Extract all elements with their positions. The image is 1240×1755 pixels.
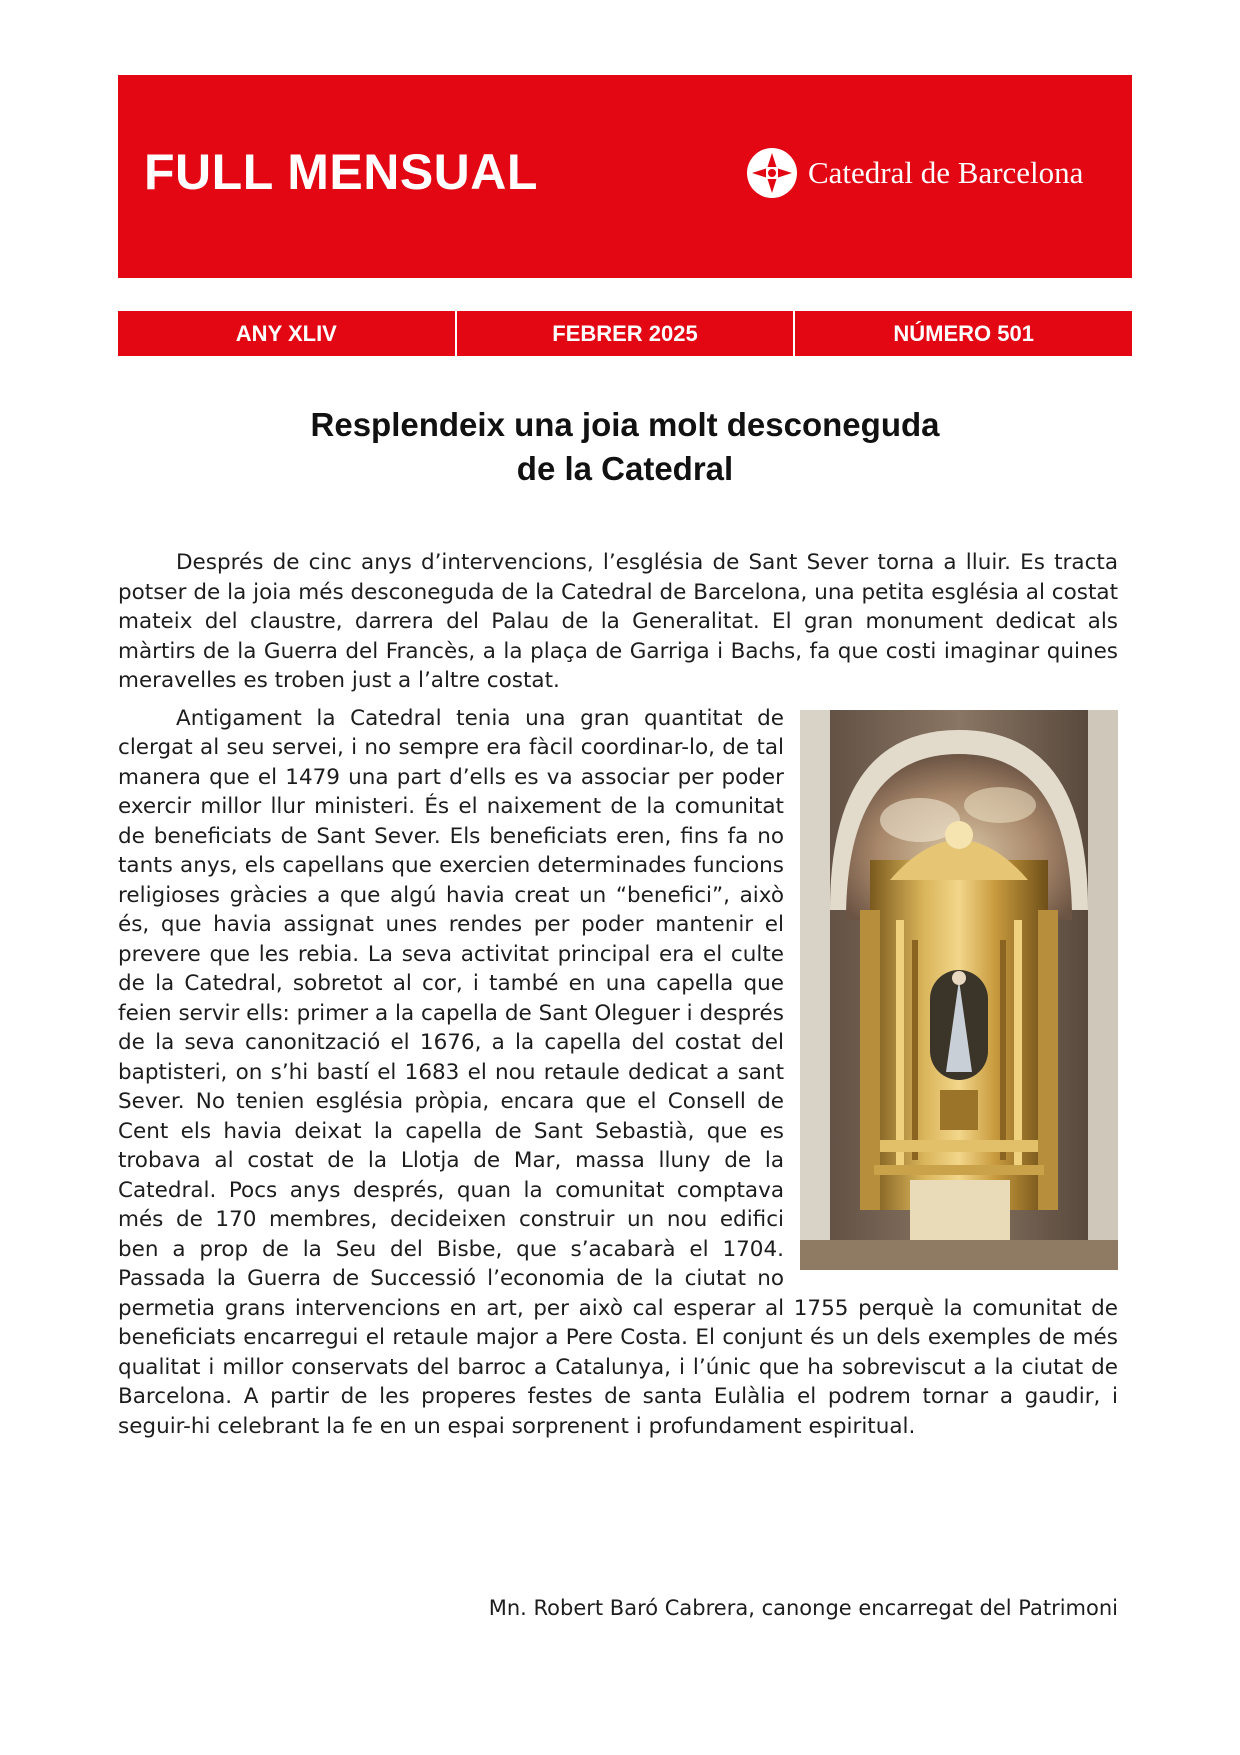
issue-number: NÚMERO 501: [793, 311, 1132, 356]
logo-text: Catedral de Barcelona: [808, 155, 1084, 190]
altarpiece-photo: [800, 710, 1118, 1270]
article-title-line-1: Resplendeix una joia molt desconeguda: [310, 406, 940, 443]
article-paragraph-1: Després de cinc anys d’intervencions, l’església de Sant Sever torna a lluir. Es tracta potser de la joia més desconeguda de la Catedral de Barcelona, una petita església al costat mateix del claustre, darrera del Palau de la Generalitat. El gran monument dedicat als màrtirs de la Guerra del Francès, a la plaça de Garriga i Bachs, fa que costi imaginar quines meravelles es troben just a l’altre costat.: [118, 550, 1118, 693]
issue-year: ANY XLIV: [235, 320, 337, 346]
article-paragraph-2: Antigament la Catedral tenia una gran quantitat de clergat al seu servei, i no sempre era fàcil coordinar-lo, de tal manera que el 1479 una part d’ells es va associar per poder exercir millor llur ministeri. És el naixement de la comunitat de beneficiats de Sant Sever. Els beneficiats eren, fins fa no tants anys, els capellans que exercien determinades funcions religioses gràcies a que algú havia creat un “benefici”, això és, que havia assignat unes rendes per poder mantenir el prevere que les rebia. La seva activitat principal era el culte de la Catedral, sobretot al cor, i també en una capella que feien servir ells: primer a la capella de Sant Oleguer i després de la seva canonització el 1676, a la capella del costat del baptisteri, on s’hi bastí el 1683 el nou retaule dedicat a sant Sever. No tenien església pròpia, encara que el Consell de Cent els havia deixat la capella de Sant Sebastià, que es trobava al costat de la Llotja de Mar, massa lluny de la Catedral. Pocs anys després, quan la comunitat comptava més de 170 membres, decideixen construir un nou edifici ben a prop de la Seu del Bisbe, que s’acabarà el 1704. Passada la Guerra de Successió l’economia de la ciutat no permetia grans intervencions en art, per això cal esperar al 1755 perquè la comunitat de beneficiats encarregui el retaule major a Pere Costa. El conjunt és un dels exemples de més qualitat i millor conservats del barroc a Catalunya, i l’únic que ha sobreviscut a la ciutat de Barcelona. A partir de les properes festes de santa Eulàlia el podrem tornar a gaudir, i seguir-hi celebrant la fe en un espai sorprenent i profundament espiritual.: [118, 705, 1118, 1439]
newsletter-title: FULL MENSUAL: [144, 144, 538, 200]
article-body: [118, 548, 1118, 1449]
issue-date: FEBRER 2025: [455, 311, 794, 356]
cross-emblem-icon: [746, 147, 798, 199]
masthead: [118, 75, 1132, 278]
cathedral-logo: [746, 145, 1083, 201]
issue-info-bar: [118, 311, 1132, 356]
article-title-line-2: de la Catedral: [516, 450, 734, 487]
author-signature: Mn. Robert Baró Cabrera, canonge encarregat del Patrimoni: [488, 1596, 1118, 1620]
article-title: [118, 403, 1132, 491]
